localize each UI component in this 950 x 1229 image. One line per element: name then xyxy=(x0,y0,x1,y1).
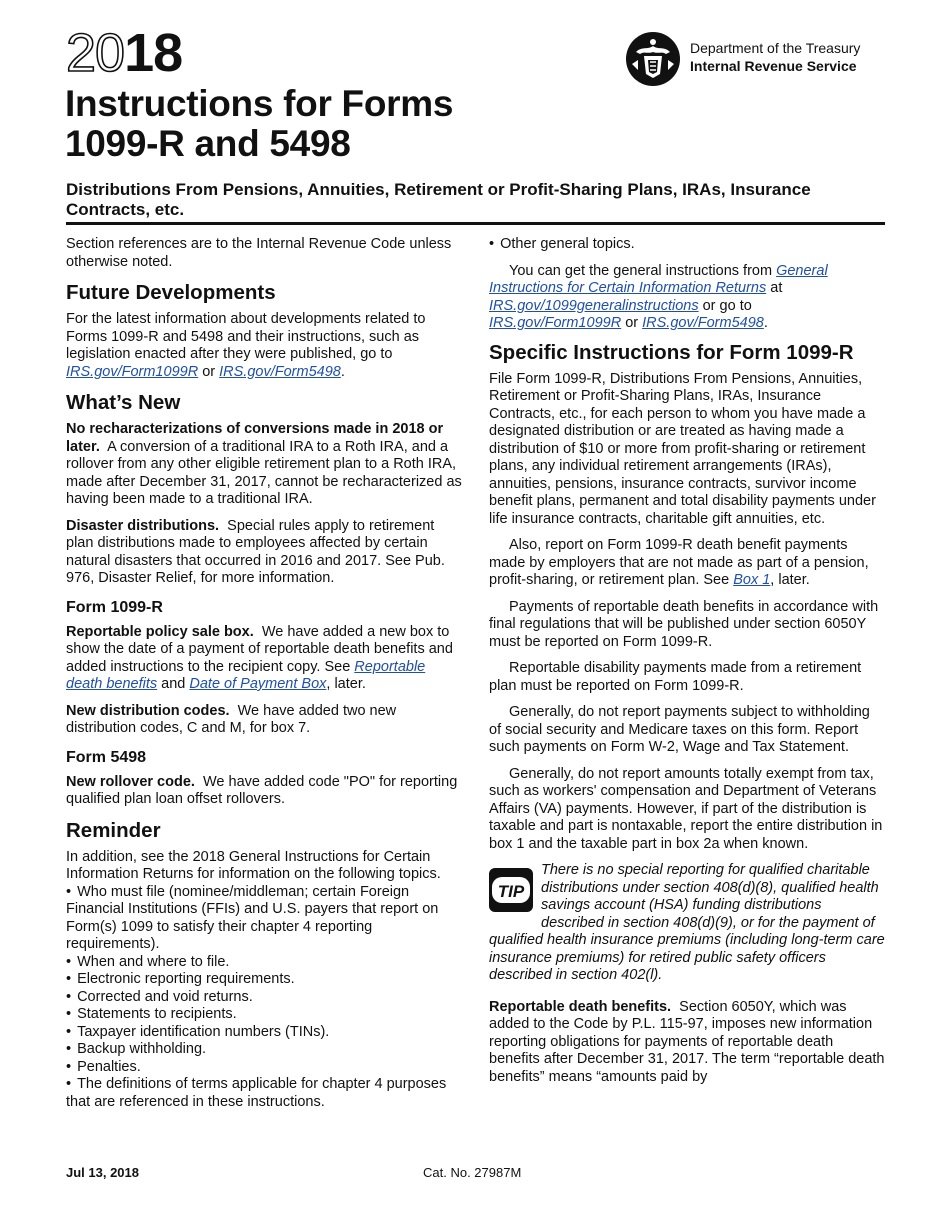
agency-block xyxy=(622,30,892,90)
right-column xyxy=(489,236,885,1095)
intro-paragraph: Section references are to the Internal Revenue Code unless otherwise noted. xyxy=(66,236,452,270)
footer-date: Jul 13, 2018 xyxy=(66,1165,139,1180)
tip-label: TIP xyxy=(497,882,525,901)
list-item: • Backup withholding. xyxy=(66,1041,207,1057)
reminder-heading: Reminder xyxy=(66,818,161,842)
reminder-paragraph: In addition, see the 2018 General Instructions for Certain Information Returns for information on the following topics. xyxy=(66,848,441,882)
general-instructions-paragraph: You can get the general instructions from General Instructions for Certain Information Returns at IRS.gov/1099generalinstructions or go to IRS.gov/Form1099R or IRS.gov/Form5498. xyxy=(489,262,828,331)
agency-department: Department of the Treasury xyxy=(690,40,861,56)
title-line-1: Instructions for Forms xyxy=(65,83,454,124)
list-item: • Corrected and void returns. xyxy=(66,988,253,1005)
form-1099r-subheading: Form 1099-R xyxy=(66,598,163,616)
distribution-codes-paragraph: New distribution codes. We have added two new distribution codes, C and M, for box 7. xyxy=(66,702,397,736)
future-developments-heading: Future Developments xyxy=(66,281,276,304)
specific-instructions-heading: Specific Instructions for Form 1099-R xyxy=(489,340,854,364)
generally-paragraph-2: Generally, do not report amounts totally exempt from tax, such as workers' compensation and Department of Veterans Affairs (VA) payments. However, if part of the distribution is taxable and part is nontaxable, report the entire distribution in box 1 and the taxable part in box 2a when known. xyxy=(489,765,883,852)
header-rule xyxy=(66,222,885,225)
tip-icon xyxy=(489,868,533,912)
whats-new-heading: What’s New xyxy=(66,391,181,414)
link-date-of-payment-box[interactable]: Date of Payment Box xyxy=(189,676,327,692)
list-item: • Other general topics. xyxy=(489,236,635,252)
reminder-bullet-list xyxy=(66,884,462,1112)
link-1099generalinstructions[interactable]: IRS.gov/1099generalinstructions xyxy=(489,297,699,314)
policy-sale-paragraph: Reportable policy sale box. We have added a new box to show the date of a payment of reportable death benefits and added instructions to the recipient copy. See Reportable death benefits and Date of Payment Box, later. xyxy=(66,623,453,692)
list-item: • Who must file (nominee/middleman; certain Foreign Financial Institutions (FFIs) and U.S. payers that report on Form(s) 1099 to satisfy their chapter 4 reporting requirements). xyxy=(66,883,439,952)
treasury-eagle-logo-icon xyxy=(622,30,684,88)
future-developments-paragraph: For the latest information about developments related to Forms 1099-R and 5498 and their instructions, such as legislation enacted after they were published, go to IRS.gov/Form1099R or IRS.gov/Form5498. xyxy=(66,311,426,380)
other-topics-list xyxy=(489,236,885,254)
list-item: • Electronic reporting requirements. xyxy=(66,971,295,987)
file-form-paragraph: File Form 1099-R, Distributions From Pensions, Annuities, Retirement or Profit-Sharing Plans, IRAs, Insurance Contracts, etc., for each person to whom you have made a designated distribution or are treated as having made a distribution of $10 or more from profit-sharing or retirement plans, any individual retirement arrangements (IRAs), annuities, pensions, insurance contracts, survivor income benefit plans, permanent and total disability payments under life insurance contracts, charitable gift annuities, etc. xyxy=(489,370,876,527)
footer-catalog-number: Cat. No. 27987M xyxy=(423,1165,522,1180)
payments-paragraph: Payments of reportable death benefits in accordance with final regulations that will be published under section 6050Y must be reported on Form 1099-R. xyxy=(489,598,879,650)
generally-paragraph-1: Generally, do not report payments subject to withholding of social security and Medicare taxes on this form. Report such payments on Form W-2, Wage and Tax Statement. xyxy=(489,704,870,755)
form-year xyxy=(66,23,183,83)
disaster-paragraph: Disaster distributions. Special rules apply to retirement plan distributions made to employees affected by certain natural disasters that occurred in 2016 and 2017. See Pub. 976, Disaster Relief, for more information. xyxy=(66,517,445,586)
list-item: • Statements to recipients. xyxy=(66,1006,237,1022)
title-line-2: 1099-R and 5498 xyxy=(65,123,351,164)
page-subtitle: Distributions From Pensions, Annuities, Retirement or Profit-Sharing Plans, IRAs, Insurance Contracts, etc. xyxy=(66,180,811,219)
link-form5498-right[interactable]: IRS.gov/Form5498 xyxy=(642,315,764,331)
year-bold-part: 18 xyxy=(124,23,183,83)
link-reportable-death-benefits[interactable]: Reportable death benefits xyxy=(66,658,426,692)
page-title xyxy=(65,84,625,164)
list-item: • Penalties. xyxy=(66,1058,141,1075)
list-item: • Taxpayer identification numbers (TINs). xyxy=(66,1023,330,1040)
link-form1099r[interactable]: IRS.gov/Form1099R xyxy=(66,363,199,380)
list-item: • The definitions of terms applicable for chapter 4 purposes that are referenced in these instructions. xyxy=(66,1076,447,1110)
recharacterization-paragraph: No recharacterizations of conversions made in 2018 or later. A conversion of a traditional IRA to a Roth IRA, and a rollover from any other eligible retirement plan to a Roth IRA, made after December 31, 2017, cannot be recharacterized as having been made to a traditional IRA. xyxy=(66,421,462,507)
link-form5498[interactable]: IRS.gov/Form5498 xyxy=(219,363,341,380)
link-box-1[interactable]: Box 1 xyxy=(733,572,771,588)
rollover-code-paragraph: New rollover code. We have added code "PO" for reporting qualified plan loan offset rollovers. xyxy=(66,773,458,807)
disability-paragraph: Reportable disability payments made from a retirement plan must be reported on Form 1099-R. xyxy=(489,660,862,694)
also-report-paragraph: Also, report on Form 1099-R death benefit payments made by employers that are not made as part of a pension, profit-sharing, or retirement plan. See Box 1, later. xyxy=(489,537,869,588)
year-outline-part: 20 xyxy=(66,23,125,83)
tip-text: There is no special reporting for qualified charitable distributions under section 408(d)(8), qualified health savings account (HSA) funding distributions described in section 408(d)(9), or for the payment of qualified health insurance premiums (including long-term care insurance premiums) for retired public safety officers described in section 402(l). xyxy=(489,862,885,983)
agency-irs: Internal Revenue Service xyxy=(690,58,857,74)
link-general-instructions[interactable]: General Instructions for Certain Information Returns xyxy=(489,262,828,296)
death-benefits-paragraph: Reportable death benefits. Section 6050Y, which was added to the Code by P.L. 115-97, imposes new information reporting obligations for payments of reportable death benefits after December 31, 2017. The term “reportable death benefits” means “amounts paid by xyxy=(489,998,885,1085)
left-column xyxy=(66,236,462,1111)
list-item: • When and where to file. xyxy=(66,953,230,970)
form-5498-subheading: Form 5498 xyxy=(66,748,147,766)
link-form1099r-right[interactable]: IRS.gov/Form1099R xyxy=(489,315,622,331)
tip-callout xyxy=(489,862,885,985)
